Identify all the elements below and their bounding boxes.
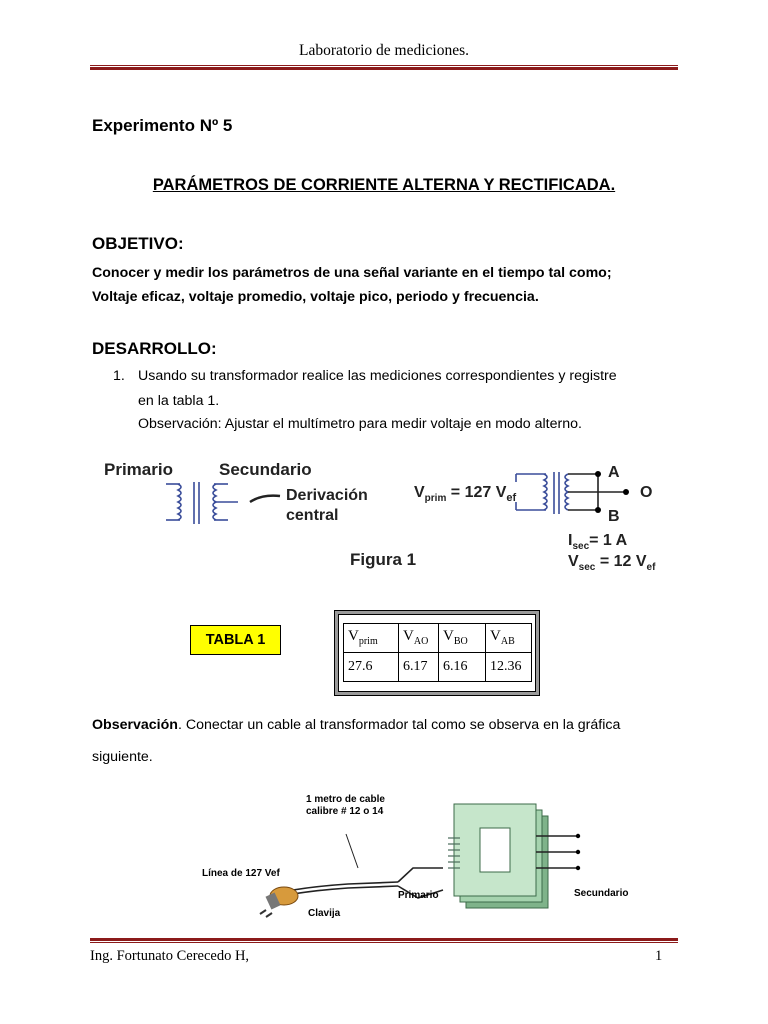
table-row [344,653,532,682]
objetivo-line-2: Voltaje eficaz, voltaje promedio, voltaje pico, periodo y frecuencia. [92,289,539,305]
node-b-dot [595,507,601,513]
label-cable-1: 1 metro de cable [306,794,385,805]
label-central: central [286,507,339,524]
label-secundario: Secundario [219,460,312,479]
label-primario: Primario [104,460,173,479]
objetivo-line-1: Conocer y medir los parámetros de una señal variante en el tiempo tal como; [92,265,612,281]
footer-rule-thick [90,938,678,941]
table-cell: 6.16 [439,653,486,682]
table-header-row [344,624,532,653]
list-item-line-3: Observación: Ajustar el multímetro para medir voltaje en modo alterno. [138,416,582,432]
table-cell: 27.6 [344,653,399,682]
desarrollo-heading: DESARROLLO: [92,339,217,358]
tabla-1 [343,623,532,682]
node-a-dot [595,471,601,477]
label-clavija: Clavija [308,908,341,919]
figure-2 [198,786,638,926]
label-primario-2: Primario [398,890,439,901]
observacion-2-line-2: siguiente. [92,749,153,765]
label-vprim: $V_{prim} = 127$ $V_{ef}$ [414,484,517,505]
main-title: PARÁMETROS DE CORRIENTE ALTERNA Y RECTIFICADA. [152,176,616,194]
list-item-line-2: en la tabla 1. [138,393,220,409]
figure-1 [98,452,670,582]
experiment-label: Experimento Nº 5 [92,116,233,135]
plug-icon [260,887,298,917]
footer-rule-thin [90,942,678,943]
label-derivacion: Derivación [286,487,368,504]
table-header-cell: $V_{AB}$ [486,624,532,653]
label-secundario-2: Secundario [574,888,629,899]
table-header-cell: $V_{AO}$ [399,624,439,653]
label-node-a: A [608,464,620,481]
header-title: Laboratorio de mediciones. [298,42,469,59]
label-node-o: O [640,484,653,501]
header-rule-thick [90,67,678,70]
table-cell: 6.17 [399,653,439,682]
left-transformer-icon [166,482,238,524]
observacion-2-line-1: Observación. Conectar un cable al transformador tal como se observa en la gráfica [92,717,621,733]
footer-author: Ing. Fortunato Cerecedo H, [90,948,250,964]
label-isec: $I_{sec}= 1$ A [568,532,628,553]
figure-2-drawing [198,786,638,926]
list-item-line-1: Usando su transformador realice las mediciones correspondientes y registre [138,368,617,384]
table-header-cell: $V_{BO}$ [439,624,486,653]
header-rule-thin [90,65,678,66]
table-cell: 12.36 [486,653,532,682]
table-header-cell: $V_{prim}$ [344,624,399,653]
right-transformer-icon [516,472,568,514]
objetivo-heading: OBJETIVO: [92,234,184,253]
label-linea: Línea de 127 Vef [202,868,280,879]
tabla-1-label: TABLA 1 [190,625,281,655]
observacion-2-bold: Observación [92,717,178,733]
footer-page-number: 1 [655,948,663,964]
label-node-b: B [608,508,620,525]
list-item-number: 1. [113,368,125,384]
label-vsec: $V_{sec} = 12$ $V_{ef}$ [568,553,656,574]
derivation-arrow-icon [250,496,280,502]
node-o-dot [623,489,629,495]
label-cable-2: calibre # 12 o 14 [306,806,384,817]
figure-1-caption: Figura 1 [350,550,417,569]
transformer-icon [448,804,580,908]
